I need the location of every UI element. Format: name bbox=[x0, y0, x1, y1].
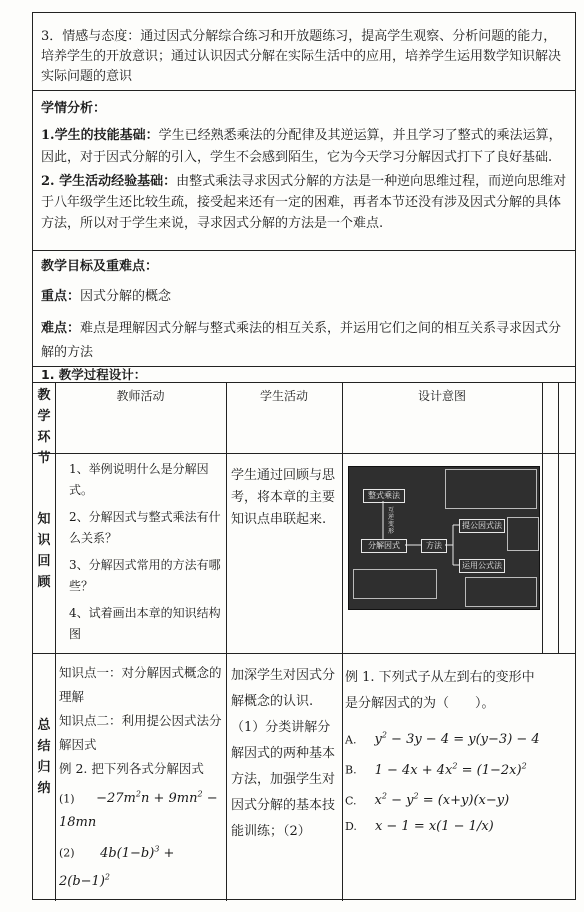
diagram-note-right bbox=[507, 517, 539, 551]
option-d-formula: x − 1 = x(1 − 1/x) bbox=[374, 818, 494, 834]
design-intent-summary bbox=[345, 665, 545, 840]
box-polynomial-multiplication: 整式乘法 bbox=[363, 489, 405, 503]
knowledge-point-1: 知识点一：对分解因式概念的理解 bbox=[59, 665, 222, 704]
knowledge-point-2: 知识点二：利用提公因式法分解因式 bbox=[59, 713, 222, 752]
key-point-label: 重点： bbox=[41, 289, 81, 304]
box-common-factor: 提公因式法 bbox=[459, 519, 505, 533]
inverse-relation-label: 互 逆 变 形 bbox=[387, 507, 394, 535]
formula: $4b(1-b)^3 + 2(b-1)^2$ bbox=[59, 844, 175, 889]
difficulty-text: 难点是理解因式分解与整式乘法的相互关系，并运用它们之间的相互关系寻求因式分解的方法 bbox=[41, 321, 562, 360]
grid-line bbox=[33, 653, 575, 654]
analysis-heading: 学情分析： bbox=[41, 101, 107, 116]
difficulty-label: 难点： bbox=[41, 321, 81, 336]
option-b bbox=[345, 753, 545, 783]
teaching-goals-section bbox=[33, 251, 575, 367]
analysis-p2-label: 2. 学生活动经验基础： bbox=[41, 174, 177, 189]
item-number: (1) bbox=[59, 792, 75, 806]
analysis-p1 bbox=[41, 125, 567, 169]
knowledge-structure-diagram bbox=[348, 466, 540, 610]
difficulty-point bbox=[41, 317, 567, 365]
grid-line bbox=[55, 383, 56, 901]
col-student-header: 学生活动 bbox=[259, 389, 308, 403]
process-heading: 1. 教学过程设计： bbox=[41, 367, 147, 382]
key-point-text: 因式分解的概念 bbox=[80, 289, 172, 304]
diagram-note-bottom-right bbox=[465, 577, 537, 607]
student-summary-1: 加深学生对因式分解概念的认识. bbox=[231, 668, 336, 709]
key-point bbox=[41, 287, 567, 307]
process-heading-row bbox=[33, 367, 575, 383]
example-1-question: 例 1. 下列式子从左到右的变形中是分解因式的为（ ）。 bbox=[345, 670, 535, 711]
col-stage-header: 教 学 环 节 bbox=[37, 388, 51, 466]
example-2-item-1 bbox=[59, 783, 224, 835]
teacher-q2: 2、分解因式与整式乘法有什么关系？ bbox=[69, 510, 221, 545]
analysis-p1-label: 1.学生的技能基础： bbox=[41, 128, 159, 143]
grid-line bbox=[342, 383, 343, 901]
emotion-attitude-section bbox=[33, 13, 575, 91]
teacher-q4: 4、试着画出本章的知识结构图 bbox=[69, 606, 221, 641]
box-methods: 方法 bbox=[421, 539, 447, 553]
teacher-q1: 1、举例说明什么是分解因式。 bbox=[69, 462, 209, 497]
col-teacher-header: 教师活动 bbox=[116, 389, 165, 403]
grid-line bbox=[226, 383, 227, 901]
learner-analysis-section bbox=[33, 91, 575, 251]
item-number: (2) bbox=[59, 846, 75, 860]
student-activity-summary bbox=[231, 663, 339, 845]
student-summary-2: （1）分类讲解分解因式的两种基本方法，加强学生对因式分解的基本技能训练；（2） bbox=[231, 720, 336, 839]
analysis-p2 bbox=[41, 171, 567, 234]
option-b-label: B. bbox=[345, 763, 357, 777]
col-design-header: 设计意图 bbox=[417, 389, 466, 403]
option-a-label: A. bbox=[345, 733, 357, 747]
teacher-q3: 3、分解因式常用的方法有哪些？ bbox=[69, 558, 221, 593]
student-activity-review: 学生通过回顾与思考，将本章的主要知识点串联起来. bbox=[231, 468, 336, 527]
grid-line bbox=[558, 383, 559, 653]
example-2-title: 例 2. 把下列各式分解因式 bbox=[59, 761, 204, 776]
option-a-formula: $y^2 - 3y - 4 = y(y-3) - 4$ bbox=[374, 731, 540, 748]
box-factorization: 分解因式 bbox=[361, 539, 407, 553]
analysis-p1-text: 学生已经熟悉乘法的分配律及其逆运算，并且学习了整式的乘法运算，因此，对于因式分解的引入，学生不会感到陌生，它为今天学习分解因式打下了良好基础. bbox=[41, 128, 562, 165]
analysis-p2-text: 由整式乘法寻求因式分解的方法是一种逆向思维过程，而逆向思维对于八年级学生还比较生疏，接受起来还有一定的困难，再者本节还没有涉及因式分解的具体方法，所以对于学生来说，寻求因式分解的方法是一个难点. bbox=[41, 174, 567, 231]
option-c bbox=[345, 784, 545, 814]
example-2-item-2 bbox=[59, 837, 224, 894]
formula: $-27m^2n + 9mn^2 - 18mn$ bbox=[59, 790, 218, 831]
lesson-plan-table bbox=[32, 12, 576, 900]
option-b-formula: $1 - 4x + 4x^2 = (1-2x)^2$ bbox=[374, 761, 527, 778]
option-c-formula: $x^2 - y^2 = (x+y)(x-y)$ bbox=[374, 791, 510, 808]
teacher-activity-review bbox=[59, 459, 221, 645]
stage-review: 知 识 回 顾 bbox=[37, 512, 51, 590]
stage-summary: 总 结 归 纳 bbox=[37, 718, 51, 796]
grid-line bbox=[33, 453, 575, 454]
grid-line bbox=[542, 383, 543, 653]
diagram-note-top bbox=[445, 469, 537, 509]
option-a bbox=[345, 723, 545, 753]
goals-heading: 教学目标及重难点： bbox=[41, 259, 159, 274]
option-d-label: D. bbox=[345, 819, 357, 833]
teacher-activity-summary bbox=[59, 661, 224, 894]
item3-text: 3．情感与态度：通过因式分解综合练习和开放题练习，提高学生观察、分析问题的能力，培养学生的开放意识；通过认识因式分解在实际生活中的应用，培养学生运用数学知识解决实际问题的意识 bbox=[41, 29, 562, 84]
box-formula-method: 运用公式法 bbox=[459, 559, 505, 573]
option-c-label: C. bbox=[345, 793, 357, 807]
diagram-note-bottom-left bbox=[353, 569, 437, 599]
option-d bbox=[345, 814, 545, 840]
